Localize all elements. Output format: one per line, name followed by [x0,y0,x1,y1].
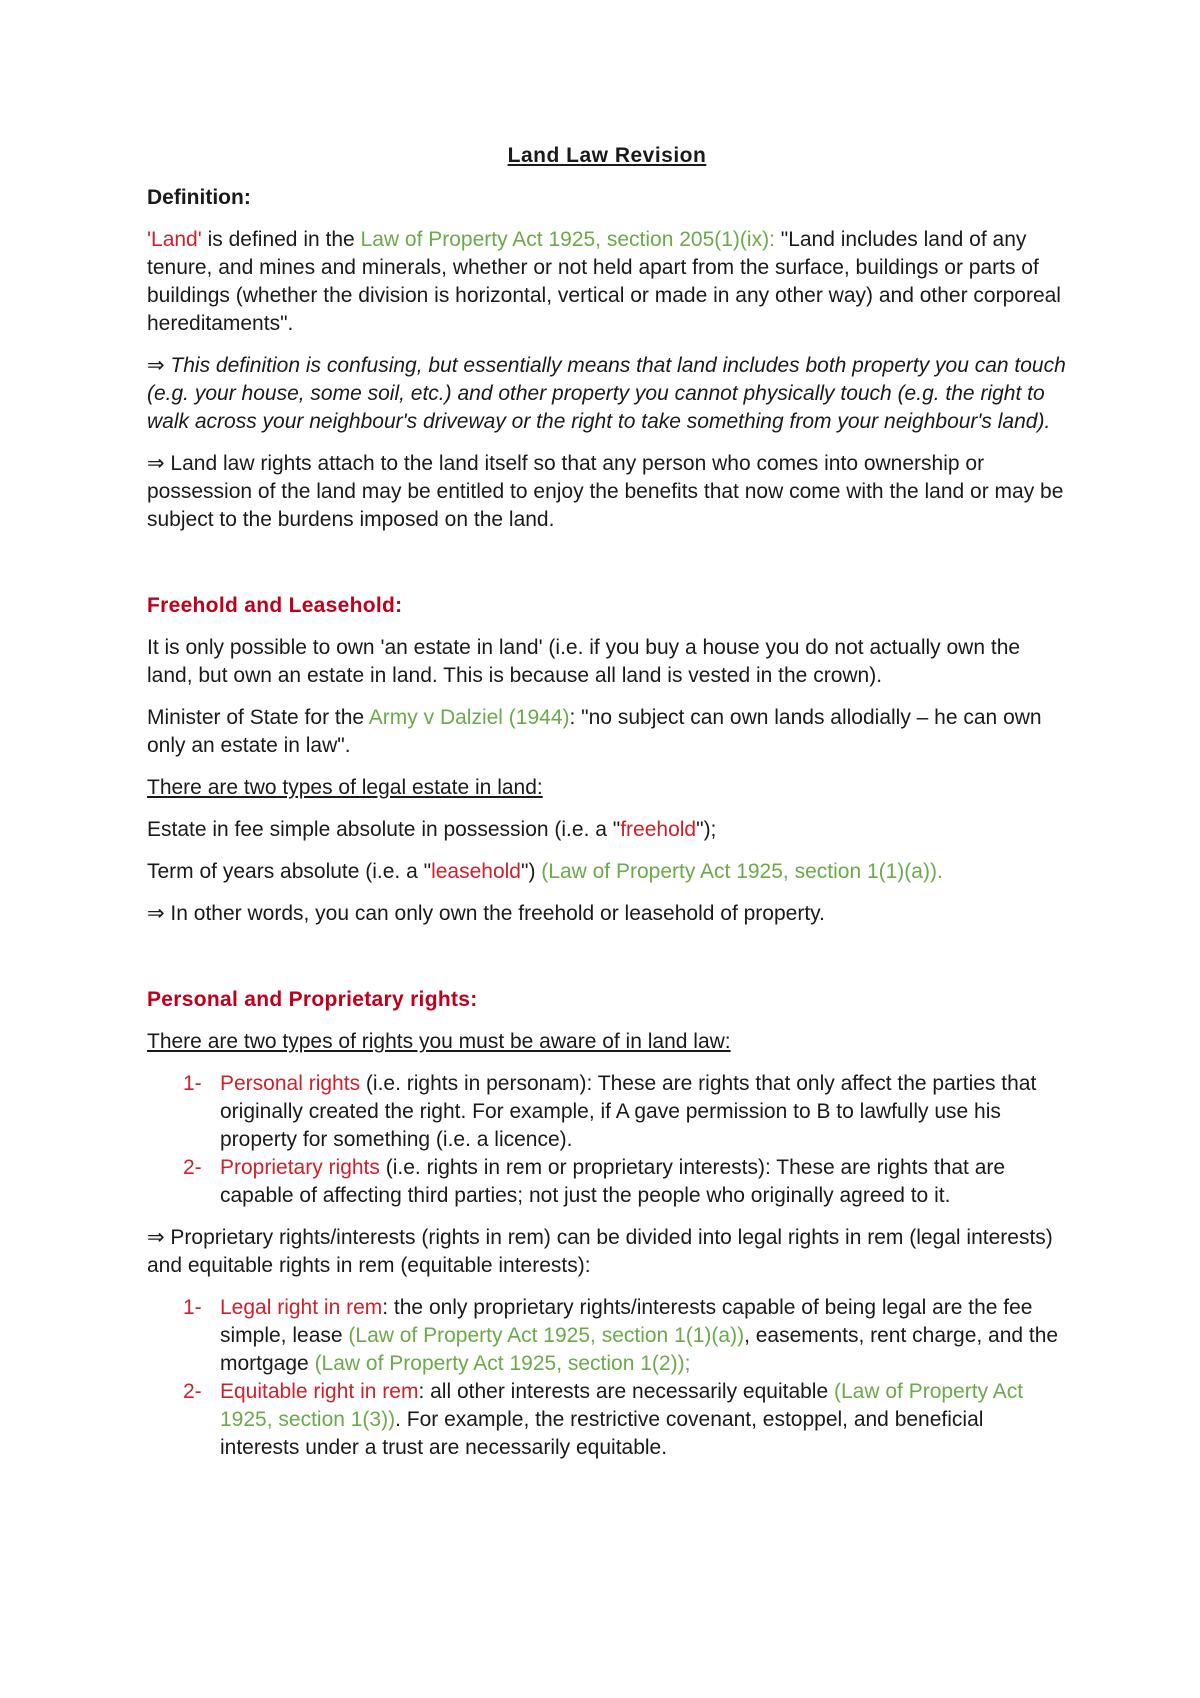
list-number: 1- [183,1296,202,1319]
list-number: 1- [183,1072,202,1095]
land-term: 'Land' [147,228,202,251]
list-number: 2- [183,1156,202,1179]
page-title: Land Law Revision [507,144,707,167]
personal-rights-term: Personal rights [220,1072,361,1095]
proprietary-rights-term: Proprietary rights [220,1156,380,1179]
freehold-summary: ⇒ In other words, you can only own the freehold or leasehold of property. [147,902,825,925]
rights-in-rem-list [147,1294,1067,1462]
list-item: 2- Proprietary rights (i.e. rights in rem or proprietary interests): These are rights that are capable of affecting third parties; not just the people who originally agreed to it. [183,1156,1006,1207]
list-item: 1- Legal right in rem: the only proprietary rights/interests capable of being legal are the fee simple, lease (Law of Property Act 1925, section 1(1)(a)), easements, rent charge, and the mortgage (Law of Property Act 1925, section 1(2)); [183,1296,1059,1375]
case-reference: Army v Dalziel (1944) [368,706,570,729]
statute-reference: (Law of Property Act 1925, section 1(3)) [220,1380,1024,1431]
freehold-paragraph-1: It is only possible to own 'an estate in land' (i.e. if you buy a house you do not actually own the land, but own an estate in land. This is because all land is vested in the crown). [147,636,1021,687]
term-of-years-line: Term of years absolute (i.e. a "leasehold") (Law of Property Act 1925, section 1(1)(a)). [147,860,943,883]
rights-intro: There are two types of rights you must be aware of in land law: [147,1030,731,1053]
list-item: 1- Personal rights (i.e. rights in personam): These are rights that only affect the parties that originally created the right. For example, if A gave permission to B to lawfully use his property for something (i.e. a licence). [183,1072,1037,1151]
freehold-heading: Freehold and Leasehold: [147,594,403,617]
proprietary-note: ⇒ Proprietary rights/interests (rights in rem) can be divided into legal rights in rem (legal interests) and equitable rights in rem (equitable interests): [147,1226,1053,1277]
legal-right-term: Legal right in rem [220,1296,383,1319]
statute-reference: (Law of Property Act 1925, section 1(2)); [314,1352,691,1375]
statute-quote: "Land includes land of any tenure, and mines and minerals, whether or not held apart from the surface, buildings or parts of buildings (whether the division is horizontal, vertical or made in any other way) and other corporeal hereditaments". [147,228,1061,335]
definition-heading: Definition: [147,186,251,209]
fee-simple-line: Estate in fee simple absolute in possession (i.e. a "freehold"); [147,818,717,841]
definition-explanation: ⇒ This definition is confusing, but essentially means that land includes both property you can touch (e.g. your house, some soil, etc.) and other property you cannot physically touch (e.g. the right to walk across your neighbour's driveway or the right to take something from your neighbour's land). [147,354,1066,433]
case-paragraph: Minister of State for the Army v Dalziel (1944): "no subject can own lands allodially – he can own only an estate in law". [147,706,1042,757]
definition-paragraph: 'Land' is defined in the Law of Property Act 1925, section 205(1)(ix): "Land includes land of any tenure, and mines and minerals, whether or not held apart from the surface, buildings or parts of buildings (whether the division is horizontal, vertical or made in any other way) and other corporeal hereditaments". [147,228,1061,335]
list-number: 2- [183,1380,202,1403]
definition-note: ⇒ Land law rights attach to the land itself so that any person who comes into ownership or possession of the land may be entitled to enjoy the benefits that now come with the land or may be subject to the burdens imposed on the land. [147,452,1064,531]
legal-estate-intro: There are two types of legal estate in land: [147,776,543,799]
rights-list [147,1070,1067,1210]
list-item: 2- Equitable right in rem: all other interests are necessarily equitable (Law of Property Act 1925, section 1(3)). For example, the restrictive covenant, estoppel, and beneficial interests under a trust are necessarily equitable. [183,1380,1024,1459]
leasehold-term: leasehold [431,860,521,883]
statute-reference: (Law of Property Act 1925, section 1(1)(a)). [541,860,943,883]
freehold-term: freehold [620,818,697,841]
statute-reference: (Law of Property Act 1925, section 1(1)(a)) [348,1324,745,1347]
personal-heading: Personal and Proprietary rights: [147,988,478,1011]
statute-reference: Law of Property Act 1925, section 205(1)(ix): [360,228,775,251]
equitable-right-term: Equitable right in rem [220,1380,419,1403]
document-body [147,142,1067,1476]
